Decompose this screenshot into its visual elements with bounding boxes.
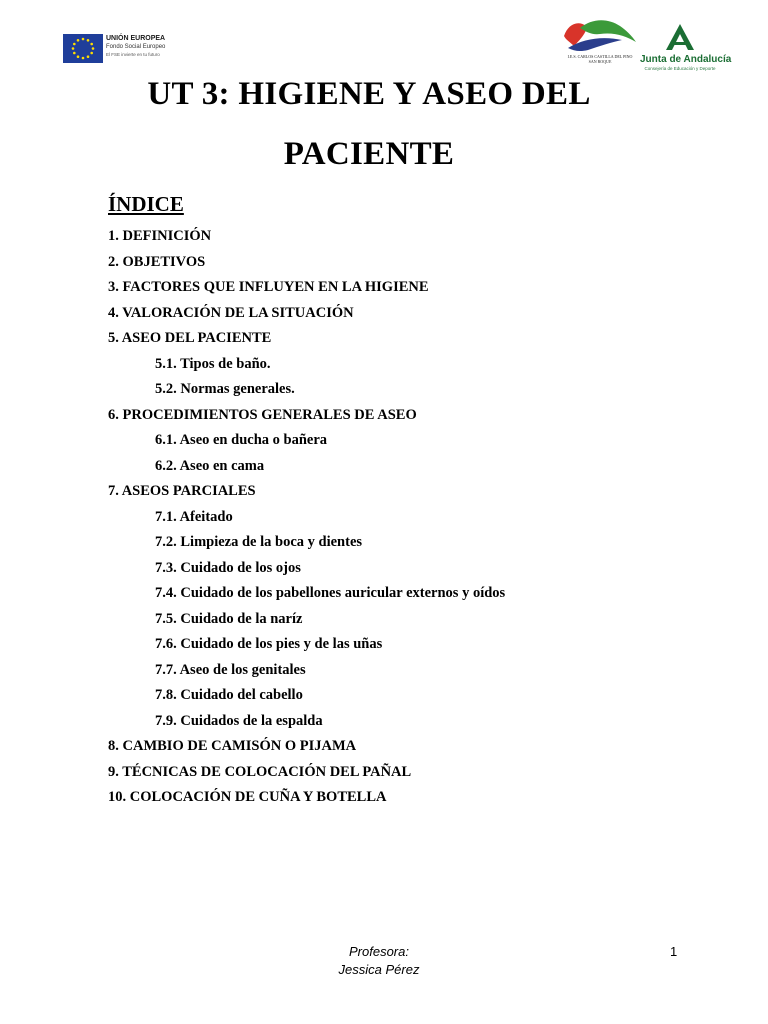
eu-flag-icon [63, 34, 103, 63]
toc-item: 10. COLOCACIÓN DE CUÑA Y BOTELLA [108, 789, 387, 805]
toc-item: 2. OBJETIVOS [108, 253, 206, 270]
toc-subitem: 7.5. Cuidado de la naríz [155, 610, 303, 627]
toc-item: 8. CAMBIO DE CAMISÓN O PIJAMA [108, 738, 357, 754]
page-number: 1 [670, 944, 678, 959]
toc-subitem: 7.1. Afeitado [155, 508, 233, 525]
eu-subtitle: Fondo Social Europeo [106, 44, 166, 50]
toc-item: 5. ASEO DEL PACIENTE [108, 330, 272, 346]
toc-subitem: 7.9. Cuidados de la espalda [155, 712, 323, 729]
toc-item: 3. FACTORES QUE INFLUYEN EN LA HIGIENE [108, 279, 429, 295]
index-heading: ÍNDICE [108, 192, 184, 216]
toc-subitem: 7.8. Cuidado del cabello [155, 687, 303, 703]
table-of-contents [108, 224, 505, 811]
junta-name: Junta de Andalucía [640, 54, 732, 65]
eu-title: UNIÓN EUROPEA [106, 35, 166, 42]
footer-author [0, 943, 768, 979]
eu-tagline: El FSE invierte en tu futuro [106, 52, 160, 57]
toc-subitem: 5.1. Tipos de baño. [155, 355, 271, 372]
junta-logo [640, 20, 732, 71]
toc-subitem: 7.3. Cuidado de los ojos [155, 559, 301, 576]
toc-item: 9. TÉCNICAS DE COLOCACIÓN DEL PAÑAL [108, 763, 412, 780]
toc-subitem: 6.2. Aseo en cama [155, 457, 265, 474]
eu-logo [63, 34, 183, 64]
toc-item: 6. PROCEDIMIENTOS GENERALES DE ASEO [108, 406, 417, 423]
toc-subitem: 6.1. Aseo en ducha o bañera [155, 432, 328, 448]
footer-name: Jessica Pérez [338, 962, 420, 977]
footer-role: Profesora: [349, 944, 409, 959]
toc-subitem: 7.6. Cuidado de los pies y de las uñas [155, 636, 383, 652]
toc-subitem: 7.7. Aseo de los genitales [155, 661, 306, 678]
document-title-line-1: UT 3: HIGIENE Y ASEO DEL [147, 76, 591, 112]
toc-item: 4. VALORACIÓN DE LA SITUACIÓN [108, 304, 354, 321]
toc-subitem: 7.2. Limpieza de la boca y dientes [155, 534, 363, 550]
toc-item: 1. DEFINICIÓN [108, 228, 212, 244]
ies-caption-name: I.E.S. CARLOS CASTILLA DEL PINO [567, 54, 633, 59]
document-title-line-2: PACIENTE [283, 136, 455, 172]
junta-emblem-icon [640, 20, 720, 54]
ies-caption-town: SAN ROQUE [588, 59, 612, 64]
toc-subitem: 5.2. Normas generales. [155, 381, 295, 397]
junta-subtitle: Consejería de Educación y Deporte [644, 66, 716, 71]
toc-subitem: 7.4. Cuidado de los pabellones auricular externos y oídos [155, 585, 506, 601]
ies-emblem-icon [560, 16, 640, 54]
toc-item: 7. ASEOS PARCIALES [108, 483, 256, 499]
